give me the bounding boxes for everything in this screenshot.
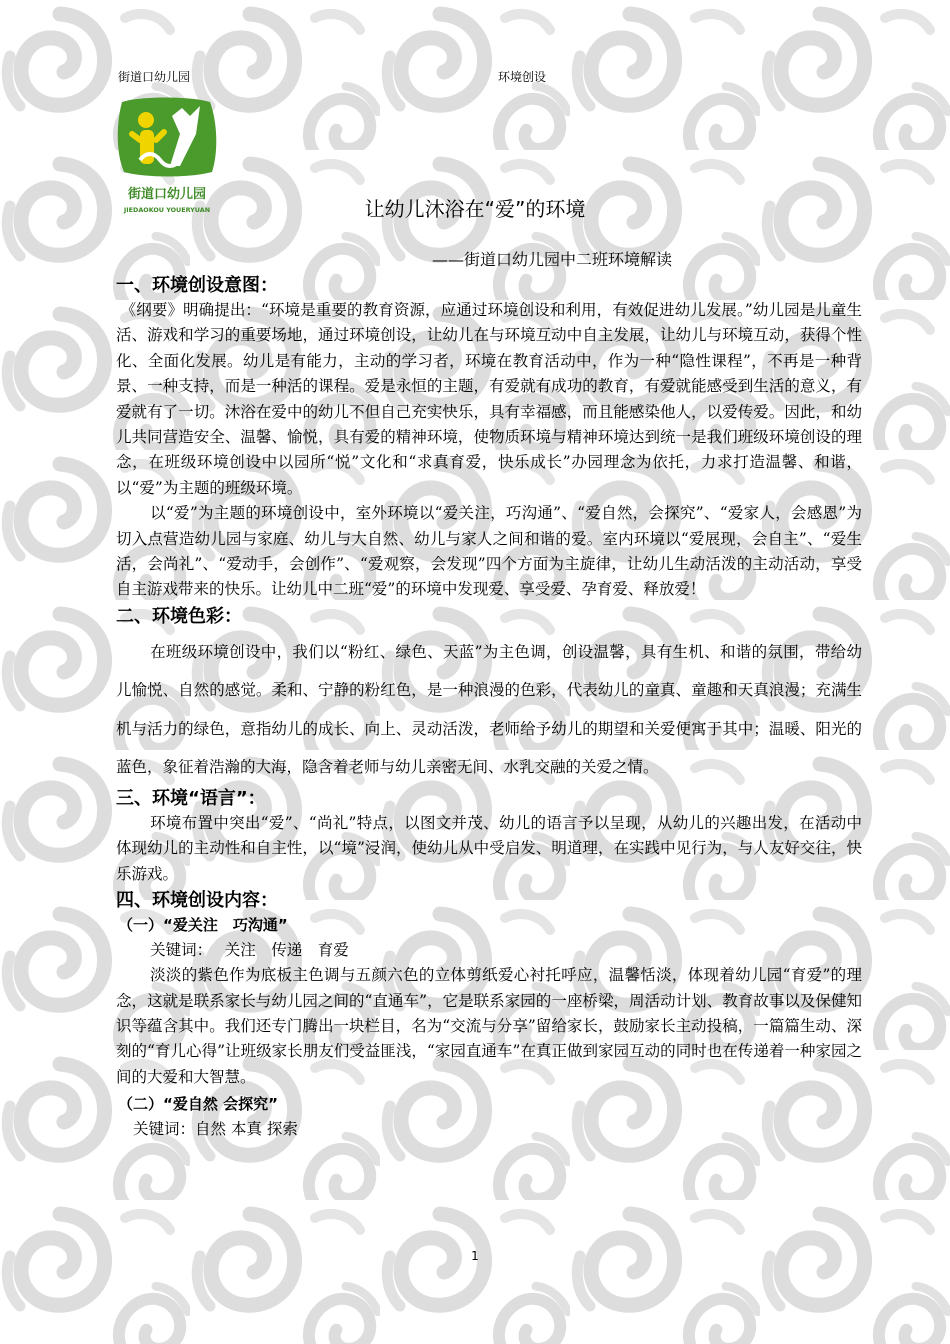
paragraph: 以“爱”为主题的环境创设中，室外环境以“爱关注，巧沟通”、“爱自然，会探究”、“爱家人，会感恩”为切入点营造幼儿园与家庭、幼儿与大自然、幼儿与家人之间和谐的爱。室内环境以“爱展现，会自主”、“爱生活，会尚礼”、“爱动手，会创作”、“爱观察，会发现”四个方面为主旋律，让幼儿生动活泼的主动活动，享受自主游戏带来的快乐。让幼儿中二班“爱”的环境中发现爱、享受爱、孕育爱、释放爱！ xyxy=(116,504,862,599)
header-left-text: 街道口幼儿园 xyxy=(118,70,191,84)
paragraph: 淡淡的紫色作为底板主色调与五颜六色的立体剪纸爱心衬托呼应，温馨恬淡，体现着幼儿园“育爱”的理念，这就是联系家长与幼儿园之间的“直通车”，它是联系家园的一座桥梁，周活动计划、教育故事以及保健知识等蕴含其中。我们还专门腾出一块栏目，名为“交流与分享”留给家长，鼓励家长主动投稿，一篇篇生动、深刻的“育儿心得”让班级家长朋友们受益匪浅，“家园直通车”在真正做到家园互动的同时也在传递着一种家园之间的大爱和大智慧。 xyxy=(116,966,862,1086)
header-right-text: 环境创设 xyxy=(498,70,547,84)
document-title: 让幼儿沐浴在“爱”的环境 xyxy=(364,197,586,221)
document-body xyxy=(116,274,862,1142)
page-number: 1 xyxy=(471,1249,479,1263)
section-heading-content: 四、环境创设内容： xyxy=(116,890,278,912)
paragraph: 在班级环境创设中，我们以“粉红、绿色、天蓝”为主色调，创设温馨，具有生机、和谐的氛围，带给幼儿愉悦、自然的感觉。柔和、宁静的粉红色，是一种浪漫的色彩，代表幼儿的童真、童趣和天真浪漫；充满生机与活力的绿色，意指幼儿的成长、向上、灵动活泼，老师给予幼儿的期望和关爱便寓于其中；温暖、阳光的蓝色，象征着浩瀚的大海，隐含着老师与幼儿亲密无间、水乳交融的关爱之情。 xyxy=(116,642,862,777)
keywords-line: 关键词： 关注 传递 育爱 xyxy=(150,941,349,960)
paragraph: 《纲要》明确提出：“环境是重要的教育资源，应通过环境创设和利用，有效促进幼儿发展。”幼儿园是儿童生活、游戏和学习的重要场地，通过环境创设，让幼儿在与环境互动中自主发展，让幼儿与环境互动，获得个性化、全面化发展。幼儿是有能力，主动的学习者，环境在教育活动中，作为一种“隐性课程”，不再是一种背景、一种支持，而是一种活的课程。爱是永恒的主题，有爱就有成功的教育，有爱就能感受到生活的意义，有爱就有了一切。沐浴在爱中的幼儿不但自己充实快乐，具有幸福感，而且能感染他人，以爱传爱。因此，和幼儿共同营造安全、温馨、愉悦，具有爱的精神环境，使物质环境与精神环境达到统一是我们班级环境创设的理念，在班级环境创设中以园所“悦”文化和“求真育爱，快乐成长”办园理念为依托，力求打造温馨、和谐，以“爱”为主题的班级环境。 xyxy=(116,301,862,497)
paragraph: 环境布置中突出“爱”、“尚礼”特点，以图文并茂、幼儿的语言予以呈现，从幼儿的兴趣出发，在活动中体现幼儿的主动性和自主性，以“境”浸润，使幼儿从中受启发、明道理，在实践中见行为，与人友好交往，快乐游戏。 xyxy=(116,813,862,883)
subsection-heading-2: （二）“爱自然 会探究” xyxy=(118,1095,278,1114)
logo-pinyin: JIEDAOKOU YOUERYUAN xyxy=(123,206,211,214)
section-heading-language: 三、环境“语言”： xyxy=(116,787,266,809)
subsection-heading-1: （一）“爱关注 巧沟通” xyxy=(118,916,288,935)
logo-text: 街道口幼儿园 xyxy=(127,187,207,202)
keywords-line: 关键词：自然 本真 探索 xyxy=(133,1120,298,1139)
section-heading-intent: 一、环境创设意图： xyxy=(116,275,278,296)
section-heading-color: 二、环境色彩： xyxy=(116,605,242,627)
document-subtitle: ——街道口幼儿园中二班环境解读 xyxy=(432,250,673,269)
